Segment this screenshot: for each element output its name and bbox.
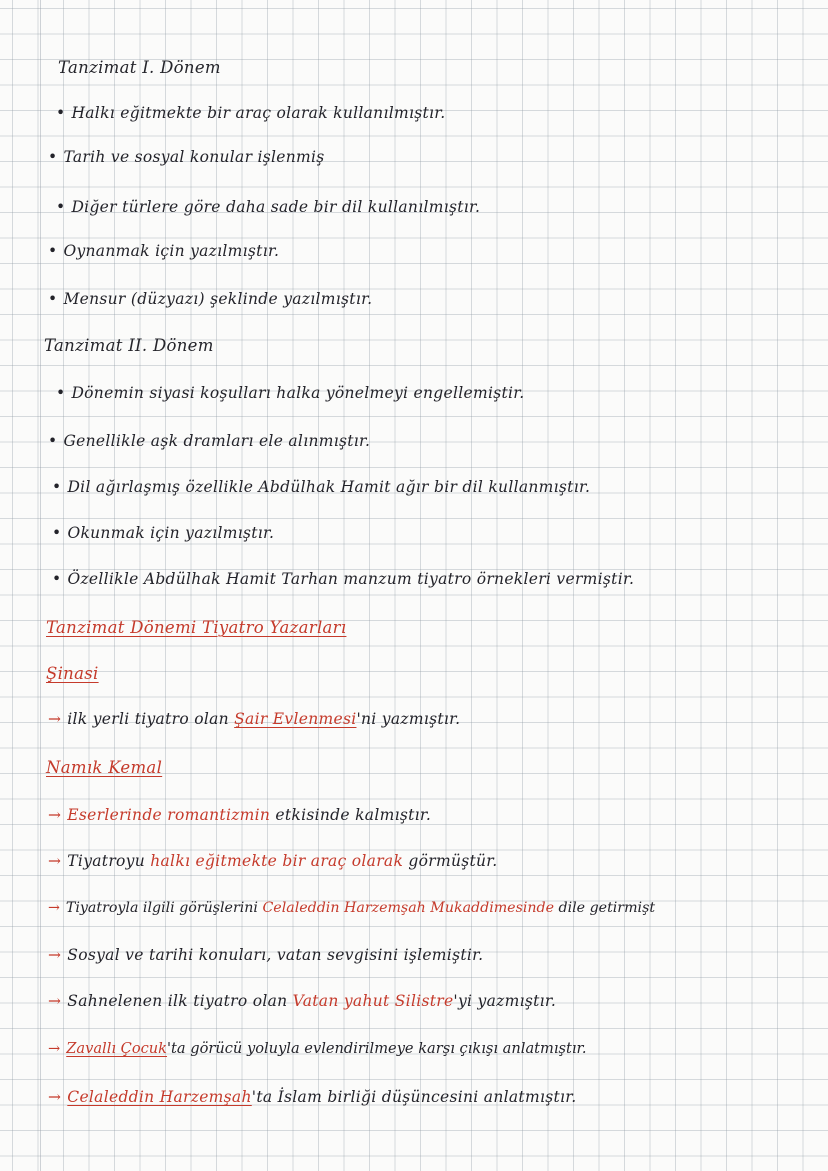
item-text: 'yi yazmıştır. <box>453 992 557 1010</box>
writer-sinasi-name: Şinasi <box>46 664 99 683</box>
section1-item-1 <box>56 104 446 122</box>
section1-item-3 <box>56 198 480 216</box>
item-text: Tiyatroyla ilgili görüşlerini <box>65 900 263 916</box>
item-text: Dil ağırlaşmış özellikle Abdülhak Hamit ağır bir dil kullanmıştır. <box>67 478 591 496</box>
section2-item-5 <box>52 570 634 588</box>
bullet-icon: • <box>56 384 66 402</box>
section2-title: Tanzimat II. Dönem <box>44 336 214 355</box>
item-text: Diğer türlere göre daha sade bir dil kullanılmıştır. <box>71 198 481 216</box>
namik-kemal-item-7 <box>48 1088 576 1106</box>
item-text: Özellikle Abdülhak Hamit Tarhan manzum tiyatro örnekleri vermiştir. <box>67 570 635 588</box>
bullet-icon: • <box>48 242 58 260</box>
namik-kemal-item-5 <box>48 992 556 1010</box>
section2-item-2 <box>48 432 370 450</box>
bullet-icon: • <box>48 148 58 166</box>
item-highlight: Celaleddin Harzemşah Mukaddimesinde <box>262 900 555 916</box>
arrow-right-icon: → <box>48 1088 62 1106</box>
item-text: 'ta İslam birliği düşüncesini anlatmıştır. <box>251 1088 577 1106</box>
arrow-right-icon: → <box>48 806 62 824</box>
section2-item-3 <box>52 478 590 496</box>
item-text: dile getirmişt <box>554 900 656 916</box>
section2-item-4 <box>52 524 274 542</box>
item-text: Tarih ve sosyal konular işlenmiş <box>63 148 325 166</box>
arrow-right-icon: → <box>48 710 62 728</box>
item-highlight: halkı eğitmekte bir araç olarak <box>150 852 404 870</box>
namik-kemal-item-6 <box>48 1040 587 1057</box>
sinasi-item-1 <box>48 710 460 728</box>
bullet-icon: • <box>56 198 66 216</box>
bullet-icon: • <box>52 524 62 542</box>
bullet-icon: • <box>48 290 58 308</box>
item-text: Oynanmak için yazılmıştır. <box>63 242 280 260</box>
section2-item-1 <box>56 384 525 402</box>
namik-kemal-item-1 <box>48 806 431 824</box>
section1-item-4 <box>48 242 279 260</box>
item-text: etkisinde kalmıştır. <box>270 806 432 824</box>
bullet-icon: • <box>56 104 66 122</box>
namik-kemal-item-2 <box>48 852 498 870</box>
item-text: 'ni yazmıştır. <box>356 710 461 728</box>
item-highlight: Şair Evlenmesi <box>234 710 357 728</box>
item-highlight: Vatan yahut Silistre <box>292 992 454 1010</box>
item-text: Dönemin siyasi koşulları halka yönelmeyi engellemiştir. <box>71 384 525 402</box>
arrow-right-icon: → <box>48 946 62 964</box>
item-text: Genellikle aşk dramları ele alınmıştır. <box>63 432 371 450</box>
writers-title: Tanzimat Dönemi Tiyatro Yazarları <box>46 618 347 637</box>
item-text: ilk yerli tiyatro olan <box>67 710 235 728</box>
item-highlight: Zavallı Çocuk <box>66 1040 168 1057</box>
item-text: görmüştür. <box>403 852 498 870</box>
bullet-icon: • <box>52 570 62 588</box>
arrow-right-icon: → <box>48 900 60 916</box>
bullet-icon: • <box>48 432 58 450</box>
section1-item-5 <box>48 290 372 308</box>
margin-line <box>40 0 41 1171</box>
item-text: 'ta görücü yoluyla evlendirilmeye karşı çıkışı anlatmıştır. <box>167 1040 587 1057</box>
item-text: Mensur (düzyazı) şeklinde yazılmıştır. <box>63 290 373 308</box>
item-text: Sahnelenen ilk tiyatro olan <box>67 992 293 1010</box>
item-highlight: Celaleddin Harzemşah <box>67 1088 252 1106</box>
item-text: Okunmak için yazılmıştır. <box>67 524 275 542</box>
section1-item-2 <box>48 148 325 166</box>
writer-namik-kemal-name: Namık Kemal <box>46 758 163 777</box>
item-text: Tiyatroyu <box>67 852 151 870</box>
arrow-right-icon: → <box>48 992 62 1010</box>
item-text: Halkı eğitmekte bir araç olarak kullanılmıştır. <box>71 104 446 122</box>
section1-title: Tanzimat I. Dönem <box>58 58 221 77</box>
namik-kemal-item-4 <box>48 946 483 964</box>
item-highlight: Eserlerinde romantizmin <box>67 806 271 824</box>
arrow-right-icon: → <box>48 852 62 870</box>
arrow-right-icon: → <box>48 1040 61 1057</box>
bullet-icon: • <box>52 478 62 496</box>
item-text: Sosyal ve tarihi konuları, vatan sevgisini işlemiştir. <box>67 946 484 964</box>
namik-kemal-item-3 <box>48 900 655 916</box>
